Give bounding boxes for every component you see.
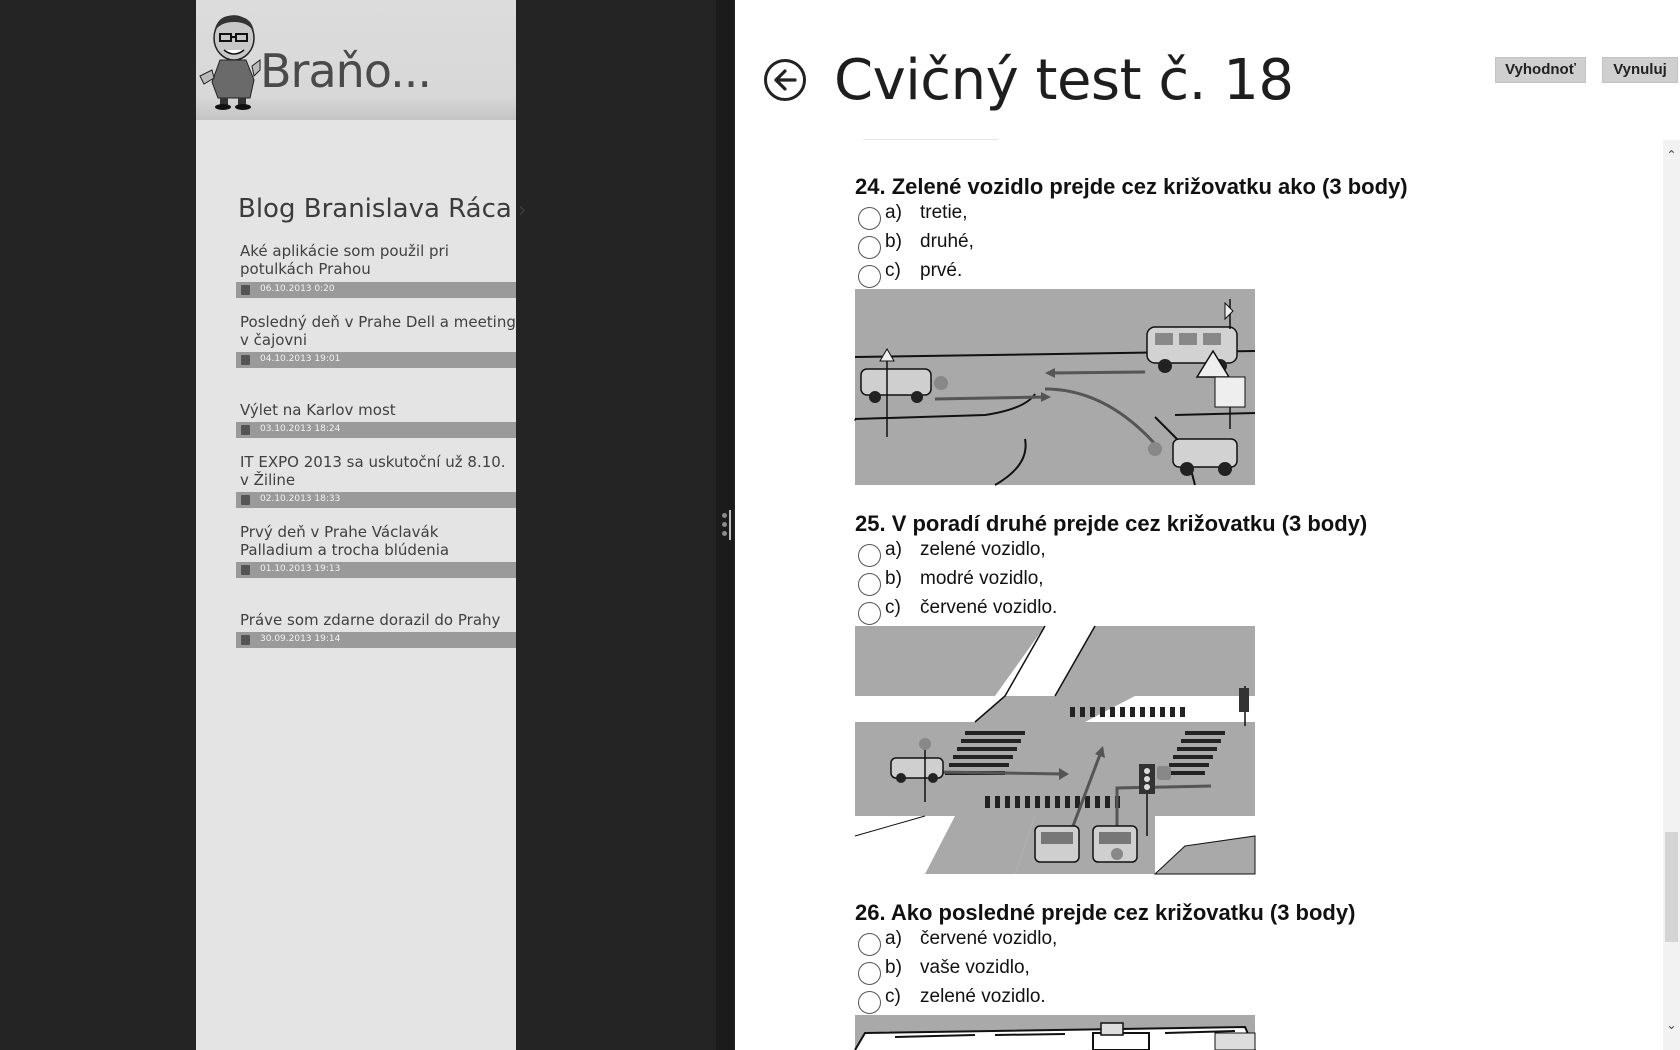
radio-button[interactable]: [858, 236, 881, 259]
blog-post-item[interactable]: [240, 523, 516, 574]
post-date: 03.10.2013 18:24: [260, 424, 341, 434]
blog-post-item[interactable]: [240, 401, 516, 434]
question-heading: 26. Ako posledné prejde cez križovatku (3 body): [855, 900, 1356, 925]
answer-text: vaše vozidlo,: [920, 957, 1030, 978]
post-date: 01.10.2013 19:13: [260, 564, 341, 574]
evaluate-button[interactable]: Vyhodnoť: [1495, 57, 1586, 83]
post-date: 02.10.2013 18:33: [260, 494, 341, 504]
radio-button[interactable]: [858, 265, 881, 288]
vertical-scrollbar[interactable]: [1663, 140, 1680, 1050]
answer-text: červené vozidlo,: [920, 928, 1058, 949]
question-26: [855, 900, 1356, 1007]
post-meta-bar: [236, 492, 516, 508]
answer-text: modré vozidlo,: [920, 568, 1044, 589]
post-title: Prvý deň v Prahe Václavák Palladium a trocha blúdenia: [240, 523, 450, 559]
intersection-illustration-25: [855, 626, 1255, 874]
answer-text: prvé.: [920, 260, 963, 281]
document-icon: [241, 355, 250, 365]
blog-app-header: [196, 0, 516, 120]
document-icon: [241, 635, 250, 645]
question-24: [855, 174, 1408, 281]
post-title: Výlet na Karlov most: [240, 401, 396, 419]
answer-letter: a): [885, 539, 902, 560]
radio-button[interactable]: [858, 544, 881, 567]
post-date: 06.10.2013 0:20: [260, 284, 335, 294]
radio-button[interactable]: [858, 207, 881, 230]
radio-button[interactable]: [858, 991, 881, 1014]
page-title: Cvičný test č. 18: [834, 48, 1294, 113]
radio-button[interactable]: [858, 602, 881, 625]
post-meta-bar: [236, 282, 516, 298]
post-meta-bar: [236, 632, 516, 648]
answer-text: druhé,: [920, 231, 974, 252]
document-icon: [241, 495, 250, 505]
question-heading: 25. V poradí druhé prejde cez križovatku (3 body): [855, 511, 1368, 536]
question-25: [855, 511, 1368, 618]
answer-letter: c): [885, 986, 901, 1007]
answer-letter: b): [885, 231, 902, 252]
blog-post-item[interactable]: [240, 611, 516, 644]
answer-letter: c): [885, 597, 901, 618]
post-date: 04.10.2013 19:01: [260, 354, 341, 364]
post-meta-bar: [236, 422, 516, 438]
blog-post-item[interactable]: [240, 453, 516, 504]
post-title: Posledný deň v Prahe Dell a meeting v čajovni: [240, 313, 516, 349]
app-title: Braňo...: [260, 44, 432, 98]
answer-letter: c): [885, 260, 901, 281]
radio-button[interactable]: [858, 933, 881, 956]
answer-text: tretie,: [920, 202, 968, 223]
chevron-right-icon: ›: [517, 198, 527, 223]
answer-text: zelené vozidlo.: [920, 986, 1046, 1007]
blog-post-item[interactable]: [240, 313, 516, 364]
reset-button[interactable]: Vynuluj: [1602, 57, 1678, 83]
test-app-pane: [735, 0, 1680, 1050]
answer-letter: a): [885, 928, 902, 949]
intersection-illustration-26: [855, 1015, 1255, 1050]
answer-text: červené vozidlo.: [920, 597, 1058, 618]
test-content: [735, 0, 1655, 1050]
radio-button[interactable]: [858, 962, 881, 985]
scroll-thumb[interactable]: [1665, 832, 1678, 942]
document-icon: [241, 285, 250, 295]
answer-letter: b): [885, 568, 902, 589]
blog-app-pane: [196, 0, 527, 1050]
blog-section-title: Blog Branislava Ráca: [238, 194, 512, 224]
scroll-up-icon[interactable]: ⌃: [1666, 148, 1677, 162]
blog-section-link[interactable]: [238, 194, 527, 224]
answer-letter: a): [885, 202, 902, 223]
post-meta-bar: [236, 352, 516, 368]
post-title: Aké aplikácie som použil pri potulkách Prahou: [240, 242, 449, 278]
document-icon: [241, 425, 250, 435]
avatar-caricature-icon: [198, 10, 260, 110]
divider: [863, 139, 998, 140]
document-icon: [241, 565, 250, 575]
post-meta-bar: [236, 562, 516, 578]
radio-button[interactable]: [858, 573, 881, 596]
blog-post-item[interactable]: [240, 242, 516, 294]
question-heading: 24. Zelené vozidlo prejde cez križovatku ako (3 body): [855, 174, 1408, 199]
post-title: Práve som zdarne dorazil do Prahy: [240, 611, 501, 629]
answer-text: zelené vozidlo,: [920, 539, 1046, 560]
post-title: IT EXPO 2013 sa uskutoční už 8.10. v Žiline: [240, 453, 506, 489]
intersection-illustration-24: [855, 289, 1255, 485]
post-date: 30.09.2013 19:14: [260, 634, 341, 644]
answer-letter: b): [885, 957, 902, 978]
scroll-down-icon[interactable]: ⌄: [1666, 1018, 1677, 1032]
splitter-grip-icon[interactable]: [720, 510, 732, 540]
